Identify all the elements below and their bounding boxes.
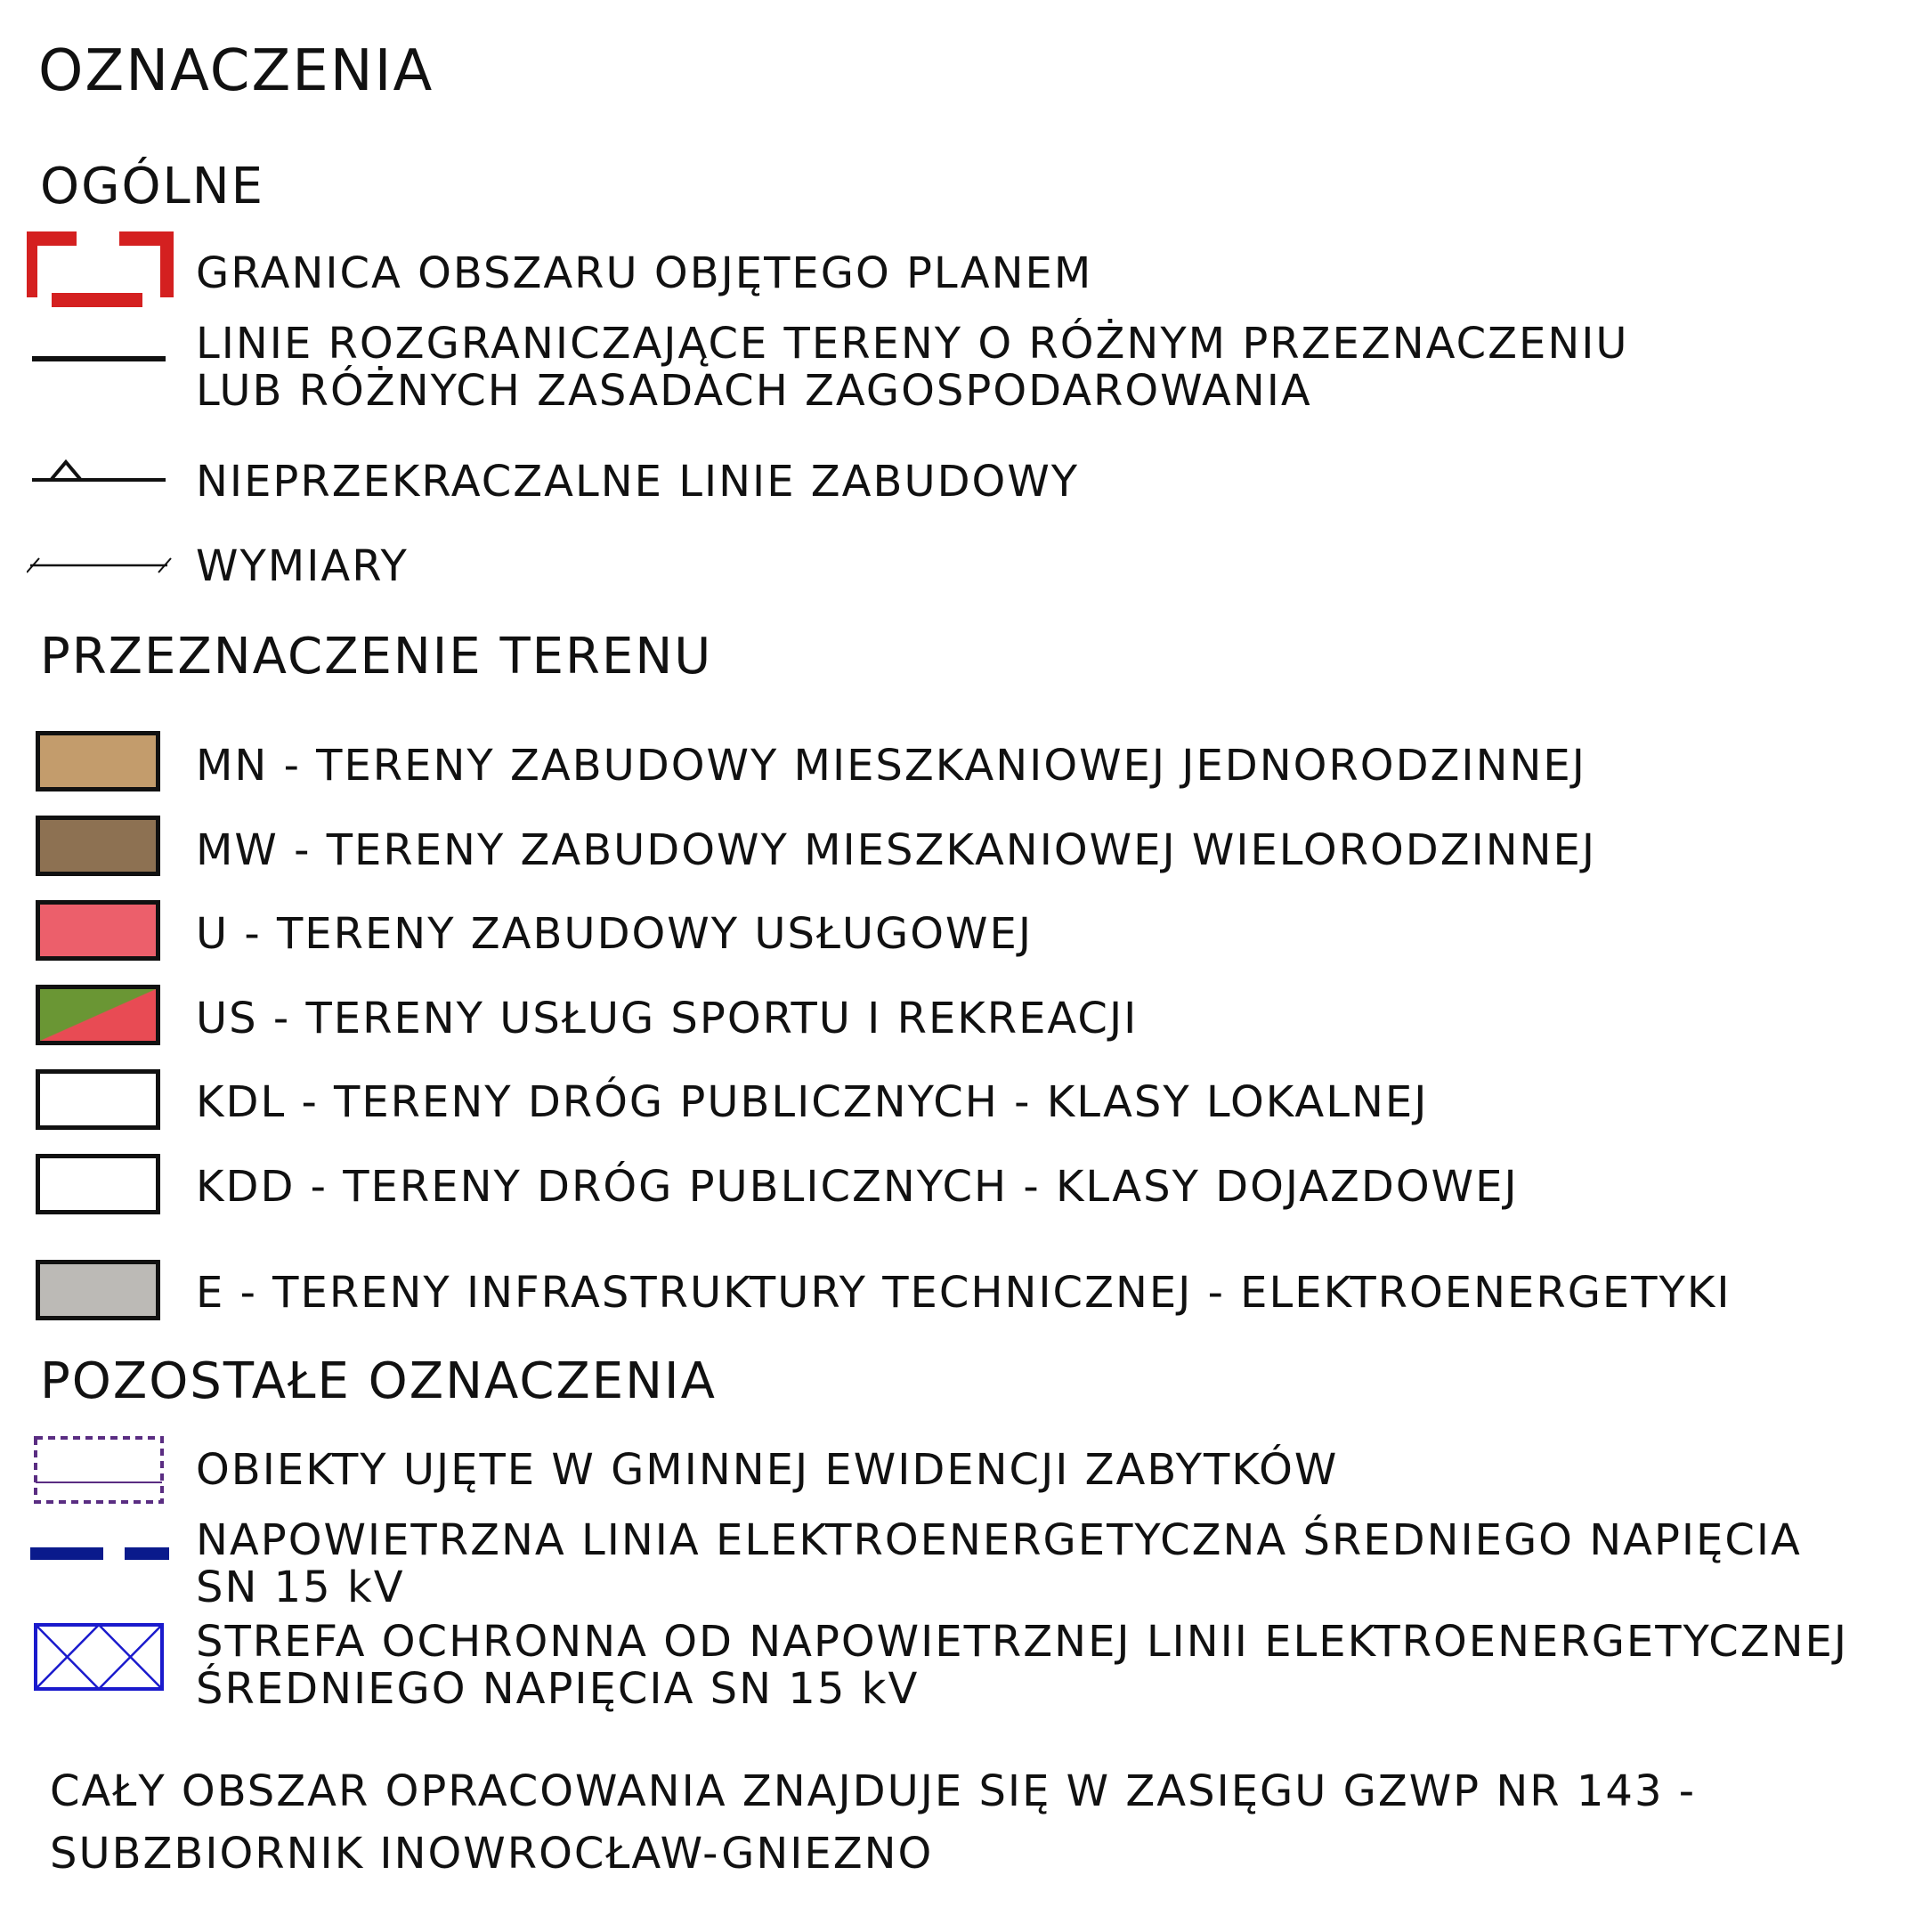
swatch-kdl — [36, 1069, 160, 1130]
legend-label-mw: MW - TERENY ZABUDOWY MIESZKANIOWEJ WIELORODZINNEJ — [196, 825, 1597, 875]
legend-label-power-line-2: SN 15 kV — [196, 1563, 405, 1612]
legend-label-protection-zone-1: STREFA OCHRONNA OD NAPOWIETRZNEJ LINII ELEKTROENERGETYCZNEJ — [196, 1617, 1849, 1667]
swatch-u — [36, 900, 160, 961]
plan-boundary-icon — [30, 239, 77, 297]
protection-zone-icon — [34, 1623, 164, 1691]
swatch-us — [36, 985, 160, 1045]
dimension-line-icon — [27, 556, 174, 574]
legend-label-kdd: KDD - TERENY DRÓG PUBLICZNYCH - KLASY DOJAZDOWEJ — [196, 1162, 1519, 1212]
swatch-mn — [36, 731, 160, 791]
section-land-use-heading: PRZEZNACZENIE TERENU — [40, 628, 713, 686]
note-line-1: CAŁY OBSZAR OPRACOWANIA ZNAJDUJE SIĘ W ZASIĘGU GZWP NR 143 - — [50, 1766, 1697, 1816]
section-other-heading: POZOSTAŁE OZNACZENIA — [40, 1352, 717, 1410]
legend-label-building-line: NIEPRZEKRACZALNE LINIE ZABUDOWY — [196, 457, 1080, 507]
swatch-kdd — [36, 1154, 160, 1214]
plan-boundary-icon — [119, 239, 167, 297]
note-line-2: SUBZBIORNIK INOWROCŁAW-GNIEZNO — [50, 1829, 934, 1879]
building-line-icon — [32, 459, 166, 485]
legend-label-kdl: KDL - TERENY DRÓG PUBLICZNYCH - KLASY LOKALNEJ — [196, 1077, 1429, 1127]
section-general-heading: OGÓLNE — [40, 158, 265, 215]
legend-label-us: US - TERENY USŁUG SPORTU I REKREACJI — [196, 994, 1139, 1043]
legend-label-u: U - TERENY ZABUDOWY USŁUGOWEJ — [196, 909, 1033, 959]
power-line-icon — [27, 1545, 174, 1563]
legend-label-plan-boundary: GRANICA OBSZARU OBJĘTEGO PLANEM — [196, 248, 1093, 298]
heritage-object-icon — [34, 1436, 164, 1504]
legend-label-dividing-lines-1: LINIE ROZGRANICZAJĄCE TERENY O RÓŻNYM PRZEZNACZENIU — [196, 319, 1629, 369]
legend-title: OZNACZENIA — [38, 38, 434, 104]
legend-label-heritage: OBIEKTY UJĘTE W GMINNEJ EWIDENCJI ZABYTKÓW — [196, 1445, 1339, 1495]
legend-label-protection-zone-2: ŚREDNIEGO NAPIĘCIA SN 15 kV — [196, 1664, 920, 1714]
legend-label-mn: MN - TERENY ZABUDOWY MIESZKANIOWEJ JEDNORODZINNEJ — [196, 741, 1586, 791]
plan-boundary-icon — [27, 230, 174, 310]
dividing-line-icon — [32, 352, 166, 366]
legend-label-e: E - TERENY INFRASTRUKTURY TECHNICZNEJ - ELEKTROENERGETYKI — [196, 1268, 1732, 1318]
legend-label-dividing-lines-2: LUB RÓŻNYCH ZASADACH ZAGOSPODAROWANIA — [196, 366, 1312, 416]
legend-label-dimensions: WYMIARY — [196, 541, 409, 591]
legend-label-power-line-1: NAPOWIETRZNA LINIA ELEKTROENERGETYCZNA ŚREDNIEGO NAPIĘCIA — [196, 1515, 1802, 1565]
swatch-mw — [36, 816, 160, 876]
swatch-e — [36, 1260, 160, 1320]
